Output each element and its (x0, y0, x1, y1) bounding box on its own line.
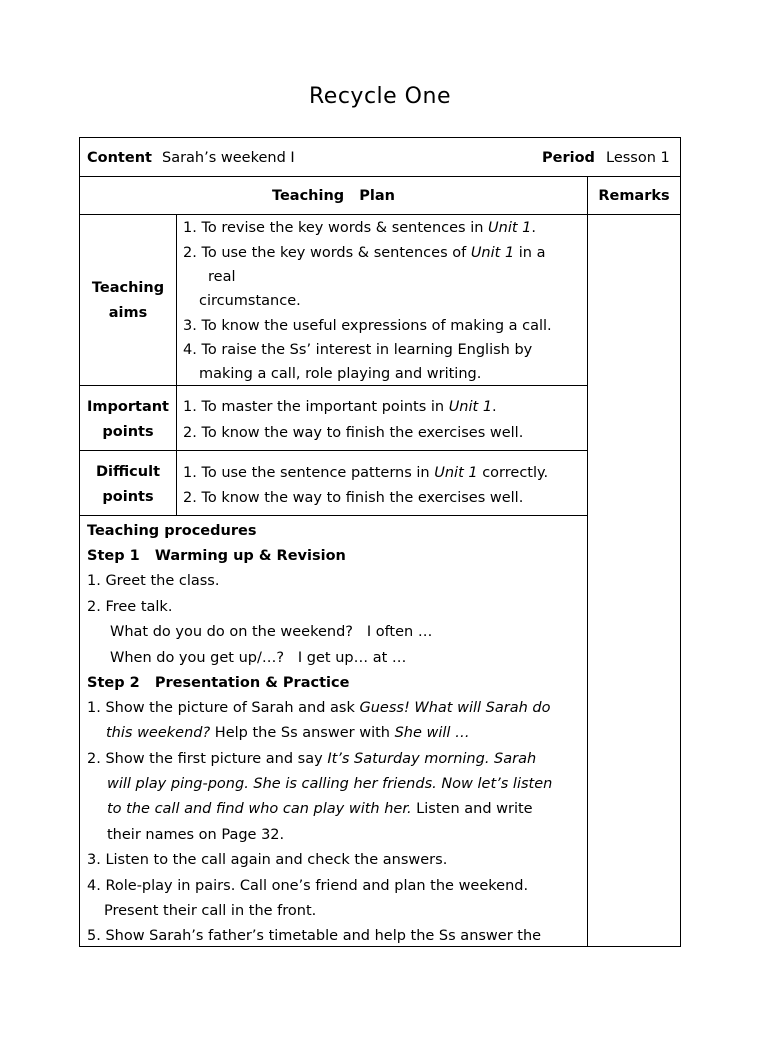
teaching-aims-label: Teaching aims (91, 280, 165, 321)
important-points-label: Important points (87, 399, 169, 440)
step-2-item-2-continued: will play ping-pong. She is calling her friends. Now let’s listen (107, 776, 553, 792)
important-point-1: 1. To master the important points in Unit 1. (183, 399, 497, 415)
difficult-point-1: 1. To use the sentence patterns in Unit 1 correctly. (183, 465, 549, 481)
step-2-item-4: 4. Role-play in pairs. Call one’s friend and plan the weekend. (87, 878, 529, 894)
row-divider (80, 214, 680, 215)
step-1-item: 2. Free talk. (87, 599, 173, 615)
aim-item-4-continued: making a call, role playing and writing. (199, 366, 482, 382)
row-divider (80, 515, 587, 516)
step-2-heading: Step 2 Presentation & Practice (87, 675, 350, 691)
aim-item-2: 2. To use the key words & sentences of Unit 1 in a (183, 245, 546, 261)
label-column-divider (176, 214, 177, 515)
aim-item-2-continued: real (208, 269, 236, 285)
free-talk-line: When do you get up/…? I get up… at … (110, 650, 407, 666)
aim-item-2-continued: circumstance. (199, 293, 301, 309)
step-2-item-3: 3. Listen to the call again and check the answers. (87, 852, 448, 868)
important-point-2: 2. To know the way to finish the exercises well. (183, 425, 524, 441)
teaching-plan-heading: Teaching Plan (271, 188, 396, 204)
step-2-item-1-continued: this weekend? Help the Ss answer with She will … (106, 725, 470, 741)
aim-item-3: 3. To know the useful expressions of making a call. (183, 318, 552, 334)
procedures-heading: Teaching procedures (87, 523, 257, 539)
content-label: Content (87, 150, 152, 166)
remarks-heading: Remarks (598, 188, 670, 204)
step-1-item: 1. Greet the class. (87, 573, 220, 589)
step-2-item-2: 2. Show the first picture and say It’s Saturday morning. Sarah (87, 751, 537, 767)
row-divider (80, 450, 587, 451)
remarks-column-divider (587, 176, 588, 946)
row-divider (80, 176, 680, 177)
step-2-item-1: 1. Show the picture of Sarah and ask Guess! What will Sarah do (87, 700, 551, 716)
aim-item-4: 4. To raise the Ss’ interest in learning English by (183, 342, 533, 358)
step-2-item-2-continued: to the call and find who can play with her. Listen and write (107, 801, 533, 817)
difficult-points-label: Difficult points (96, 464, 160, 505)
page-title: Recycle One (309, 84, 451, 109)
period-value: Lesson 1 (606, 150, 670, 166)
aim-item-1: 1. To revise the key words & sentences in Unit 1. (183, 220, 537, 236)
step-1-heading: Step 1 Warming up & Revision (87, 548, 346, 564)
free-talk-line: What do you do on the weekend? I often … (110, 624, 433, 640)
step-2-item-4-continued: Present their call in the front. (104, 903, 317, 919)
lesson-plan-table (79, 137, 681, 947)
content-value: Sarah’s weekend Ⅰ (162, 150, 295, 166)
step-2-item-2-continued: their names on Page 32. (107, 827, 285, 843)
difficult-point-2: 2. To know the way to finish the exercises well. (183, 490, 524, 506)
step-2-item-5: 5. Show Sarah’s father’s timetable and help the Ss answer the (87, 928, 542, 944)
period-label: Period (542, 150, 595, 166)
